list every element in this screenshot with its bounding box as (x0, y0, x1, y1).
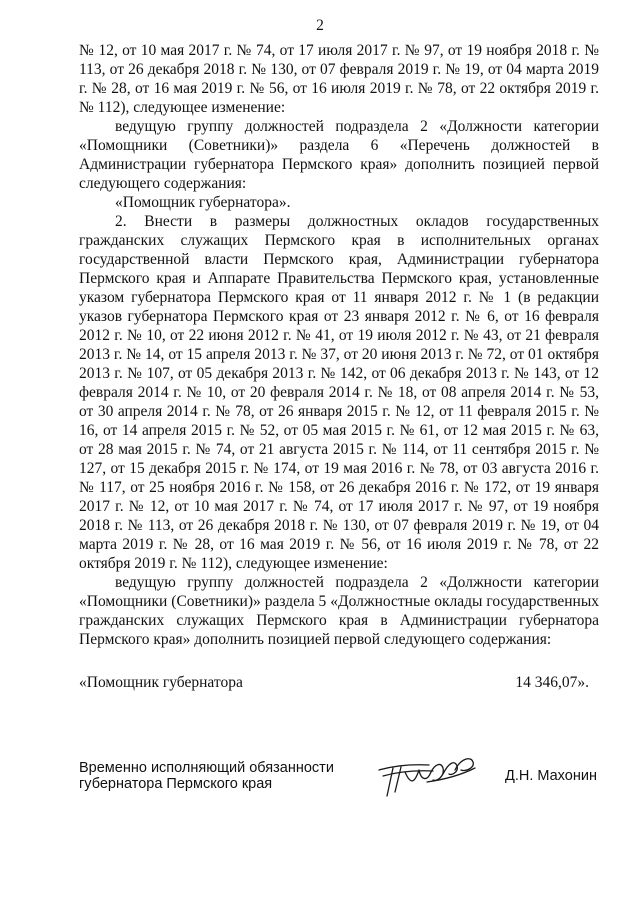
handwritten-signature (371, 752, 481, 806)
salary-entry (79, 673, 589, 692)
signatory-title-line: Временно исполняющий обязанности (79, 760, 334, 776)
paragraph: «Помощник губернатора». (115, 194, 291, 211)
signatory-title-line: губернатора Пермского края (79, 776, 273, 792)
entry-position: «Помощник губернатора (79, 674, 243, 691)
paragraph: № 12, от 10 мая 2017 г. № 74, от 17 июля 2017 г. № 97, от 19 ноября 2018 г. № 113, от 26 декабря 2018 г. № 130, от 07 февраля 2019 г. № 19, от 04 марта 2019 г. № 28, от 16 мая 2019 г. № 56, от 16 июля 2019 г. № 78, от 22 октября 2019 г. № 112), следующее изменение: (79, 42, 599, 116)
entry-amount: 14 346,07». (515, 674, 589, 691)
paragraph: ведущую группу должностей подраздела 2 «Должности категории «Помощники (Советники)» раздела 5 «Должностные оклады государственных гражданских служащих Пермского края в Администрации губернатора Пермского края» дополнить позицией первой следующего содержания: (79, 574, 599, 648)
signatory-name: Д.Н. Махонин (505, 768, 597, 784)
document-body (79, 41, 599, 649)
paragraph: ведущую группу должностей подраздела 2 «Должности категории «Помощники (Советники)» раздела 6 «Перечень должностей в Администрации губернатора Пермского края» дополнить позицией первой следующего содержания: (79, 118, 599, 192)
signatory-title (79, 760, 359, 792)
paragraph: 2. Внести в размеры должностных окладов государственных гражданских служащих Пермского края в исполнительных органах государственной власти Пермского края, Администрации губернатора Пермского края и Аппарате Правительства Пермского края, установленные указом губернатора Пермского края от 11 января 2012 г. № 1 (в редакции указов губернатора Пермского края от 23 января 2012 г. № 6, от 16 февраля 2012 г. № 10, от 22 июня 2012 г. № 41, от 19 июля 2012 г. № 43, от 21 февраля 2013 г. № 14, от 15 апреля 2013 г. № 37, от 20 июня 2013 г. № 72, от 01 октября 2013 г. № 107, от 05 декабря 2013 г. № 142, от 06 декабря 2013 г. № 143, от 12 февраля 2014 г. № 10, от 20 февраля 2014 г. № 18, от 08 апреля 2014 г. № 53, от 30 апреля 2014 г. № 78, от 26 января 2015 г. № 12, от 11 февраля 2015 г. № 16, от 14 апреля 2015 г. № 52, от 05 мая 2015 г. № 61, от 12 мая 2015 г. № 63, от 28 мая 2015 г. № 74, от 21 августа 2015 г. № 114, от 11 сентября 2015 г. № 127, от 15 декабря 2015 г. № 174, от 19 мая 2016 г. № 78, от 03 августа 2016 г. № 117, от 25 ноября 2016 г. № 158, от 26 декабря 2016 г. № 172, от 19 января 2017 г. № 12, от 10 мая 2017 г. № 74, от 17 июля 2017 г. № 97, от 19 ноября 2018 г. № 113, от 26 декабря 2018 г. № 130, от 07 февраля 2019 г. № 19, от 04 марта 2019 г. № 28, от 16 мая 2019 г. № 56, от 16 июля 2019 г. № 78, от 22 октября 2019 г. № 112), следующее изменение: (79, 213, 599, 572)
page-number: 2 (316, 17, 324, 34)
